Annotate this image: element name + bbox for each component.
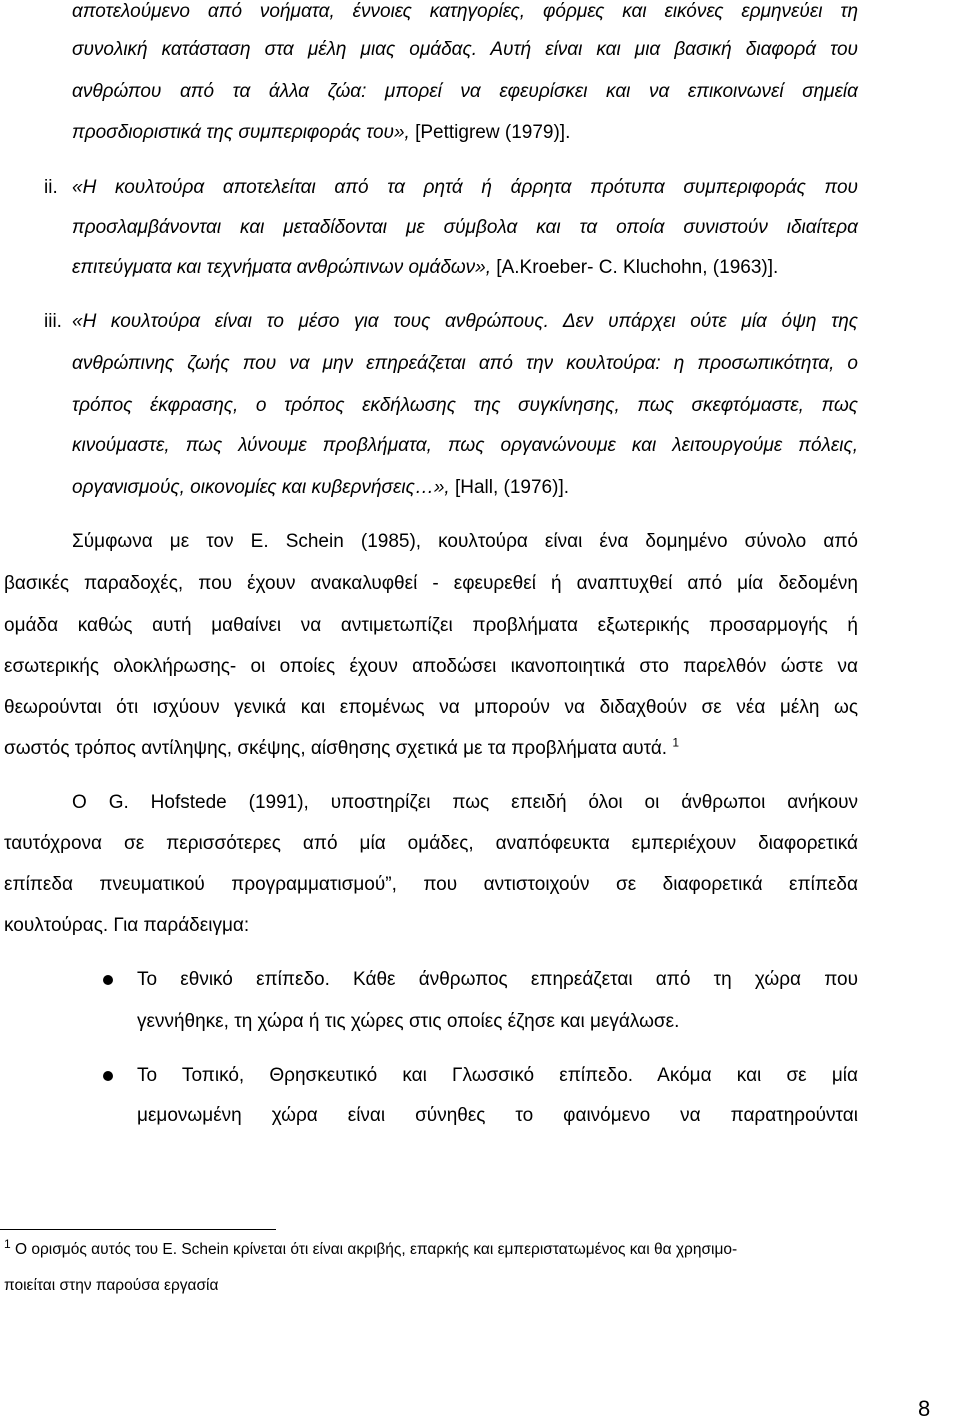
footnote-number: 1 [4,1236,11,1251]
intro-line-1: αποτελούμενο από νοήματα, έννοιες κατηγορίες, φόρμες και εικόνες ερμηνεύει τη [72,1,858,22]
item-iii-line-4: κινούμαστε, πως λύνουμε προβλήματα, πως οργανώνουμε και λειτουργούμε πόλεις, [72,435,858,456]
footnote-line-2: ποιείται στην παρούσα εργασία [4,1277,219,1294]
bullet-2-line-2: μεμονωμένη χώρα είναι σύνηθες το φαινόμενο να παρατηρούνται [137,1105,858,1126]
footnote-line-1: $^1$ Ο ορισμός αυτός του E. Schein κρίνεται ότι είναι ακριβής, επαρκής και εμπεριστατωμένος και θα χρησιμο- [4,1236,738,1258]
item-ii-line-3: επιτεύγματα και τεχνήματα ανθρώπινων ομάδων», [A.Kroeber- C. Kluchohn, (1963)]. [72,257,779,278]
bullet-2-line-1: Το Τοπικό, Θρησκευτικό και Γλωσσικό επίπεδο. Ακόμα και σε μία [137,1065,858,1086]
item-iii-line-2: ανθρώπινης ζωής που να μην επηρεάζεται από την κουλτούρα: η προσωπικότητα, ο [72,353,858,374]
footnote-separator [0,1229,276,1230]
bullet-2-marker [103,1071,113,1081]
item-iii-line-3: τρόπος έκφρασης, ο τρόπος εκδήλωσης της συγκίνησης, πως σκεφτόμαστε, πως [72,395,858,416]
item-ii-line-2: προσλαμβάνονται και μεταδίδονται με σύμβολα και τα οποία συνιστούν ιδιαίτερα [72,217,858,238]
hofstede-line-4: κουλτούρας. Για παράδειγμα: [4,915,250,936]
schein-line-4: εσωτερικής ολοκλήρωσης- οι οποίες έχουν αποδώσει ικανοποιητικά στο παρελθόν ώστε να [4,656,858,677]
hofstede-line-3: επίπεδα πνευματικού προγραμματισμού”, που αντιστοιχούν σε διαφορετικά επίπεδα [4,874,858,895]
hofstede-line-1: Ο G. Hofstede (1991), υποστηρίζει πως επειδή όλοι οι άνθρωποι ανήκουν [72,792,858,813]
intro-line-2: συνολική κατάσταση στα μέλη μιας ομάδας. Αυτή είναι και μια βασική διαφορά του [72,39,858,60]
item-ii-number: ii. [44,177,58,198]
schein-line-3: ομάδα καθώς αυτή μαθαίνει να αντιμετωπίζει προβλήματα εξωτερικής προσαρμογής ή [4,615,858,636]
intro-line-4: προσδιοριστικά της συμπεριφοράς του», [Pettigrew (1979)]. [72,122,571,143]
schein-line-5: θεωρούνται ότι ισχύουν γενικά και επομένως να μπορούν να διδαχθούν σε νέα μέλη ως [4,697,858,718]
hofstede-line-2: ταυτόχρονα σε περισσότερες από μία ομάδες, αναπόφευκτα εμπεριέχουν διαφορετικά [4,833,858,854]
item-ii-line-1: «Η κουλτούρα αποτελείται από τα ρητά ή άρρητα πρότυπα συμπεριφοράς που [72,177,858,198]
bullet-1-line-1: Το εθνικό επίπεδο. Κάθε άνθρωπος επηρεάζεται από τη χώρα που [137,969,858,990]
schein-line-2: βασικές παραδοχές, που έχουν ανακαλυφθεί - εφευρεθεί ή αναπτυχθεί από μία δεδομένη [4,573,858,594]
page-number: 8 [918,1396,931,1421]
item-iii-number: iii. [44,311,62,332]
schein-line-1: Σύμφωνα με τον E. Schein (1985), κουλτούρα είναι ένα δομημένο σύνολο από [72,531,858,552]
bullet-1-marker [103,975,113,985]
intro-line-3: ανθρώπου από τα άλλα ζώα: μπορεί να εφευρίσκει και να επικοινωνεί σημεία [72,81,858,102]
footnote-reference[interactable]: 1 [672,735,680,750]
item-iii-line-1: «Η κουλτούρα είναι το μέσο για τους ανθρώπους. Δεν υπάρχει ούτε μία όψη της [72,311,858,332]
schein-line-6: σωστός τρόπος αντίληψης, σκέψης, αίσθησης σχετικά με τα προβλήματα αυτά. $^1$ [4,735,680,759]
bullet-1-line-2: γεννήθηκε, τη χώρα ή τις χώρες στις οποίες έζησε και μεγάλωσε. [137,1011,680,1032]
item-iii-line-5: οργανισμούς, οικονομίες και κυβερνήσεις…», [Hall, (1976)]. [72,477,569,498]
